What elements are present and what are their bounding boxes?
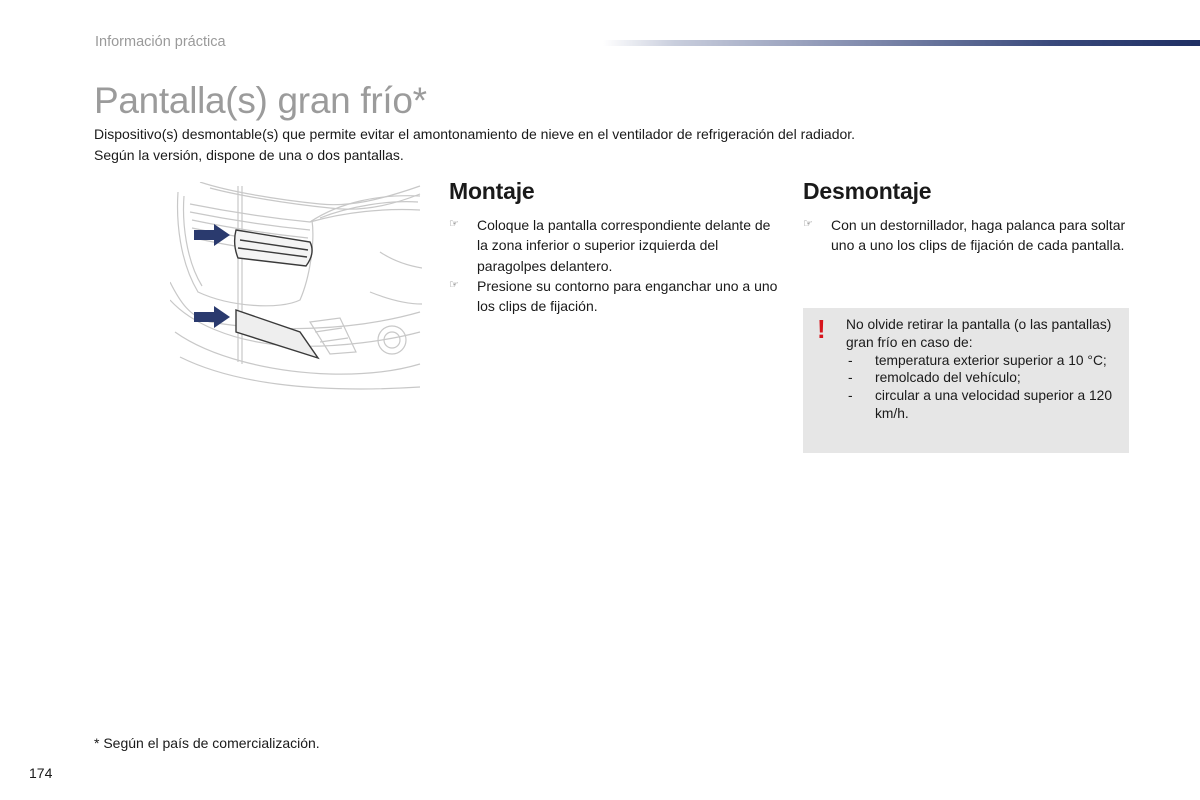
intro-line-1: Dispositivo(s) desmontable(s) que permite evitar el amontonamiento de nieve en el ventilador de refrigeración del radiador. [94,126,856,142]
warning-list [846,352,1113,423]
list-dash: - [848,352,853,368]
warning-list-item [846,369,1113,387]
warning-list-item [846,387,1113,423]
list-dash: - [848,388,853,404]
car-front-illustration [170,182,422,400]
desmontaje-section [803,178,1133,256]
list-dash: - [848,370,853,386]
warning-item-text: temperatura exterior superior a 10 °C; [875,352,1107,368]
montaje-heading: Montaje [449,178,535,204]
desmontaje-step-text: Con un destornillador, haga palanca para soltar uno a uno los clips de fijación de cada pantalla. [831,217,1126,254]
warning-box [803,308,1129,453]
montaje-section [449,178,779,316]
warning-text: No olvide retirar la pantalla (o las pantallas) gran frío en caso de: [846,317,1112,350]
montaje-step-text: Presione su contorno para enganchar uno a uno los clips de fijación. [477,277,778,315]
footnote: * Según el país de comercialización. [94,735,320,751]
warning-list-item [846,352,1113,370]
warning-item-text: remolcado del vehículo; [875,370,1021,386]
car-front-drawing [170,182,422,400]
header-bar [603,40,1200,46]
montaje-step-text: Coloque la pantalla correspondiente delante de la zona inferior o superior izquierda del paragolpes delantero. [477,217,771,274]
intro-line-2: Según la versión, dispone de una o dos pantallas. [94,147,404,163]
desmontaje-step [803,215,1133,256]
montaje-step [449,215,779,276]
hand-pointer-icon: ☞ [803,218,813,230]
warning-item-text: circular a una velocidad superior a 120 km/h. [875,388,1112,421]
arrow-right-icon [194,224,230,328]
page-title: Pantalla(s) gran frío* [94,80,427,121]
hand-pointer-icon: ☞ [449,278,459,291]
intro-text [94,124,855,166]
montaje-step [449,276,779,317]
desmontaje-heading: Desmontaje [803,178,932,204]
exclamation-icon: ! [817,314,826,344]
section-label: Información práctica [95,34,226,50]
page-number: 174 [29,765,53,781]
hand-pointer-icon: ☞ [449,218,459,230]
